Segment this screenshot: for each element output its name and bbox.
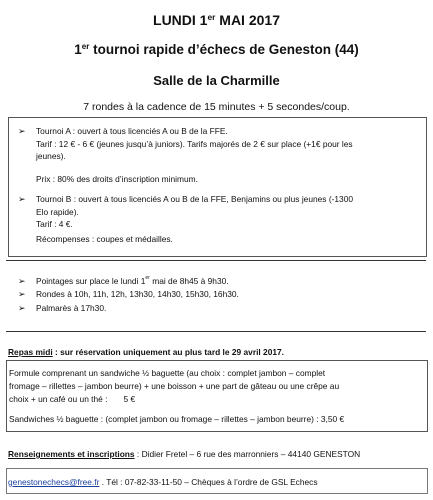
formule-price: 5 €: [123, 394, 136, 404]
tournoi-a-tarif: Tarif : 12 € - 6 € (jeunes jusqu’à juniors). Tarifs majorés de 2 € sur place (+1€ pour les: [36, 139, 353, 149]
pointages-text: Pointages sur place le lundi 1er mai de 8h45 à 9h30.: [36, 275, 229, 286]
cadence-text: 7 rondes à la cadence de 15 minutes + 5 secondes/coup.: [83, 101, 350, 113]
event-date-title: LUNDI 1er MAI 2017: [153, 12, 280, 28]
formule-line: Formule comprenant un sandwiche ½ baguette (au choix : complet jambon – complet: [9, 368, 326, 378]
divider: [6, 331, 426, 332]
arrow-bullet-icon: ➢: [18, 303, 26, 313]
email-link[interactable]: genestonechecs@free.fr: [8, 477, 100, 487]
venue-title: Salle de la Charmille: [153, 73, 280, 88]
contact-box: [6, 468, 428, 494]
arrow-bullet-icon: ➢: [18, 194, 26, 204]
tournament-title: 1er tournoi rapide d’échecs de Geneston (44): [74, 42, 359, 57]
formule-line: choix + un café ou un thé : 5 €: [9, 394, 136, 404]
repas-heading: Repas midi : sur réservation uniquement au plus tard le 29 avril 2017.: [8, 347, 285, 357]
arrow-bullet-icon: ➢: [18, 276, 26, 286]
rondes-text: Rondes à 10h, 11h, 12h, 13h30, 14h30, 15h30, 16h30.: [36, 289, 239, 299]
contact-line: Renseignements et inscriptions : Didier Fretel – 6 rue des marronniers – 44140 GENESTON: [8, 449, 361, 459]
arrow-bullet-icon: ➢: [18, 126, 26, 136]
tournoi-b-tarif: Tarif : 4 €.: [36, 219, 73, 229]
sandwich-line: Sandwiches ½ baguette : (complet jambon ou fromage – rillettes – jambon beurre) : 3,50 €: [9, 414, 345, 424]
arrow-bullet-icon: ➢: [18, 289, 26, 299]
tournoi-b-line: Tournoi B : ouvert à tous licenciés A ou B de la FFE, Benjamins ou plus jeunes (-1300: [36, 194, 354, 204]
tournoi-b-line-cont: Elo rapide).: [36, 207, 79, 217]
palmares-text: Palmarès à 17h30.: [36, 303, 107, 313]
contact-line: genestonechecs@free.fr . Tél : 07-82-33-11-50 – Chèques à l’ordre de GSL Echecs: [8, 477, 318, 487]
divider: [6, 260, 426, 261]
tournoi-a-prix: Prix : 80% des droits d’inscription minimum.: [36, 174, 198, 184]
formule-line: fromage – rillettes – jambon beurre) + une boisson + une part de gâteau ou une crêpe au: [9, 381, 340, 391]
tournoi-a-line: Tournoi A : ouvert à tous licenciés A ou B de la FFE.: [36, 126, 228, 136]
tournoi-a-tarif-cont: jeunes).: [36, 151, 66, 161]
tournoi-b-recompenses: Récompenses : coupes et médailles.: [36, 234, 173, 244]
